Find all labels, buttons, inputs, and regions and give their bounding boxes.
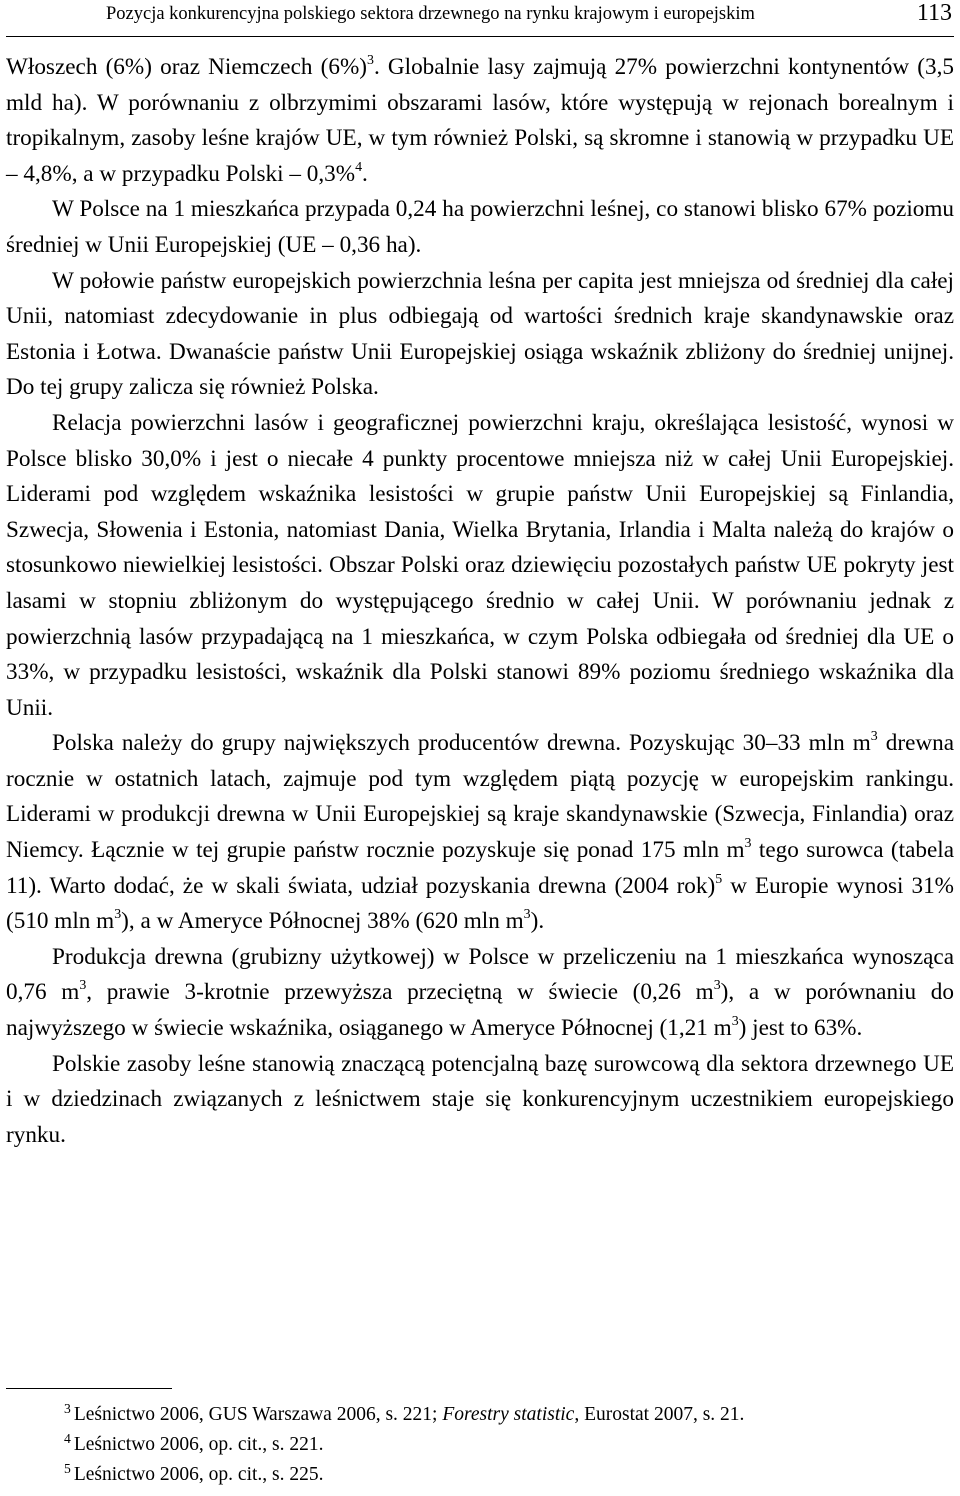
footnote-text: Leśnictwo 2006, GUS Warszawa 2006, s. 221; <box>73 1404 443 1425</box>
paragraph-text: . Globalnie lasy zajmują 27% powierzchni kontynentów (3,5 mld ha). W porównaniu z olbrzymimi obszarami lasów, które występują w rejonach borealnym i tropikalnym, zasoby leśne krajów UE, w tym również Polski, są skromne i stanowią w przypadku UE – 4,8%, a w przypadku Polski – 0,3% <box>6 54 954 187</box>
paragraph <box>6 192 954 263</box>
paragraph-text: ), a w porównaniu do najwyższego w świecie wskaźnika, osiąganego w Ameryce Północnej (1,21 m <box>6 979 954 1042</box>
footnote-ref: 3 <box>523 907 531 923</box>
paragraph-text: W Polsce na 1 mieszkańca przypada 0,24 ha powierzchni leśnej, co stanowi blisko 67% poziomu średniej w Unii Europejskiej (UE – 0,36 ha). <box>6 196 954 258</box>
paragraph-text: Polskie zasoby leśne stanowią znaczącą potencjalną bazę surowcową dla sektora drzewnego UE i w dziedzinach związanych z leśnictwem staje się konkurencyjnym uczestnikiem europejskiego rynku. <box>6 1050 954 1148</box>
running-title: Pozycja konkurencyjna polskiego sektora drzewnego na rynku krajowym i europejskim <box>106 4 755 24</box>
paragraph-text: w Europie wynosi 31% (510 mln m <box>6 872 954 935</box>
paragraph <box>6 406 954 726</box>
footnote-ref: 3 <box>731 1013 739 1029</box>
footnote <box>64 1430 744 1460</box>
paragraph-text: ) jest to 63%. <box>738 1015 863 1042</box>
footnote-text: Leśnictwo 2006, op. cit., s. 225. <box>73 1464 324 1485</box>
footnote-ref: 3 <box>79 978 87 994</box>
body-text <box>6 50 954 1153</box>
footnote-ref: 4 <box>355 159 363 175</box>
footnotes <box>64 1400 744 1490</box>
footnote-mark: 3 <box>64 1400 71 1416</box>
footnote-ref: 5 <box>715 871 723 887</box>
footnote-text: Forestry statistic <box>442 1404 575 1425</box>
paragraph-text: Polska należy do grupy największych producentów drewna. Pozyskując 30–33 mln m <box>52 730 871 757</box>
footnote <box>64 1460 744 1490</box>
paragraph-text: Włoszech (6%) oraz Niemczech (6%) <box>6 54 367 80</box>
paragraph <box>6 726 954 940</box>
footnote-mark: 5 <box>64 1460 71 1476</box>
paragraph <box>6 50 954 192</box>
page-number: 113 <box>916 0 952 26</box>
paragraph-text: Produkcja drewna (grubizny użytkowej) w Polsce w przeliczeniu na 1 mieszkańca wynosząca 0,76 m <box>6 943 954 1006</box>
paragraph-text: . <box>362 160 368 187</box>
paragraph-text: ). <box>530 908 545 935</box>
footnote-text: , Eurostat 2007, s. 21. <box>574 1404 745 1425</box>
paragraph <box>6 1047 954 1154</box>
footnote-ref: 3 <box>114 907 122 923</box>
footnote <box>64 1400 744 1430</box>
running-header <box>6 0 954 44</box>
footnote-ref: 3 <box>744 835 752 851</box>
paragraph <box>6 940 954 1047</box>
paragraph-text: ), a w Ameryce Północnej 38% (620 mln m <box>121 908 524 935</box>
footnote-separator <box>6 1388 172 1389</box>
footnote-ref: 3 <box>366 52 374 68</box>
footnote-mark: 4 <box>64 1430 71 1446</box>
paragraph-text: W połowie państw europejskich powierzchnia leśna per capita jest mniejsza od średniej dla całej Unii, natomiast zdecydowanie in plus odbiegają od wartości średnich kraje skandynawskie oraz Estonia i Łotwa. Dwanaście państw Unii Europejskiej osiąga wskaźnik zbliżony do średniej unijnej. Do tej grupy zalicza się również Polska. <box>6 267 954 401</box>
paragraph-text: tego surowca (tabela 11). Warto dodać, że w skali świata, udział pozyskania drewna (2004 rok) <box>6 837 954 899</box>
header-rule <box>6 36 954 37</box>
paragraph <box>6 264 954 406</box>
footnote-ref: 3 <box>713 978 721 994</box>
footnote-ref: 3 <box>870 729 878 745</box>
document-page <box>6 0 954 1496</box>
paragraph-text: drewna rocznie w ostatnich latach, zajmuje pod tym względem piątą pozycję w europejskim rankingu. Liderami w produkcji drewna w Unii Europejskiej są kraje skandynawskie (Szwecja, Finlandia) oraz Niemcy. Łącznie w tej grupie państw rocznie pozyskuje się ponad 175 mln m <box>6 730 954 864</box>
footnote-text: Leśnictwo 2006, op. cit., s. 221. <box>73 1434 324 1455</box>
paragraph-text: , prawie 3-krotnie przewyższa przeciętną w świecie (0,26 m <box>86 979 714 1006</box>
paragraph-text: Relacja powierzchni lasów i geograficznej powierzchni kraju, określająca lesistość, wynosi w Polsce blisko 30,0% i jest o niecałe 4 punkty procentowe mniejsza niż w całej Unii Europejskiej. Liderami pod względem wskaźnika lesistości w grupie państw Unii Europejskiej są Finlandia, Szwecja, Słowenia i Estonia, natomiast Dania, Wielka Brytania, Irlandia i Malta należą do krajów o stosunkowo niewielkiej lesistości. Obszar Polski oraz dziewięciu pozostałych państw UE pokryty jest lasami w stopniu zbliżonym do występującego średnio w całej Unii. W porównaniu jednak z powierzchnią lasów przypadającą na 1 mieszkańca, w czym Polska odbiegała od średniej dla UE o 33%, w przypadku lesistości, wskaźnik dla Polski stanowi 89% poziomu średniego wskaźnika dla Unii. <box>6 409 954 721</box>
